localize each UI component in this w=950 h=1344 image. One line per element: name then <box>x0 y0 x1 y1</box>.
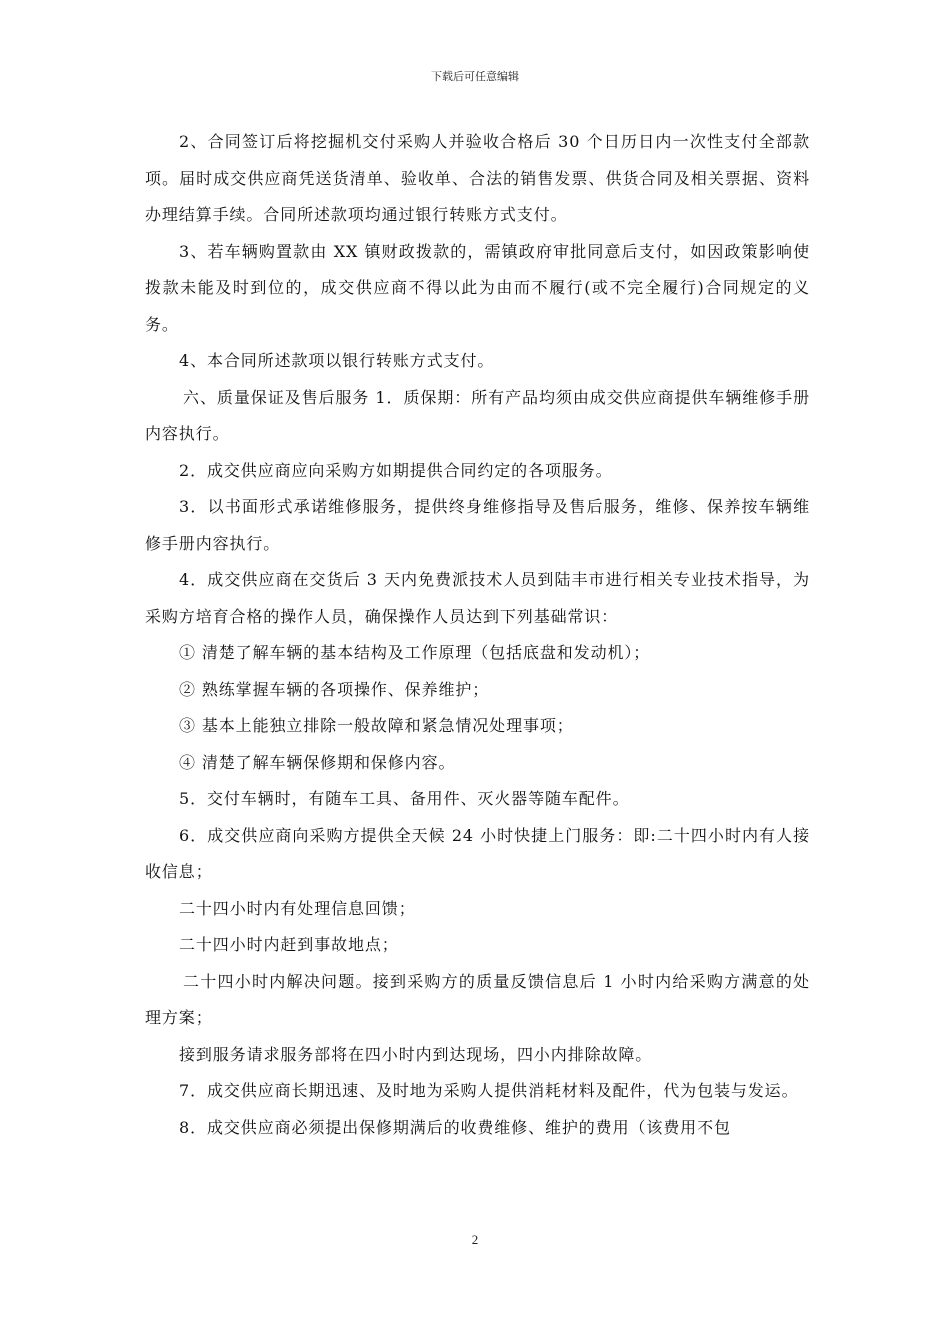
paragraph: 二十四小时内有处理信息回馈； <box>179 898 416 918</box>
paragraph: 6．成交供应商向采购方提供全天候 24 小时快捷上门服务：即:二十四小时内有人接收信息； <box>145 825 810 881</box>
paragraph: 3．以书面形式承诺维修服务，提供终身维修指导及售后服务，维修、保养按车辆维修手册内容执行。 <box>145 497 810 553</box>
page-number: 2 <box>471 1232 479 1247</box>
paragraph: 8．成交供应商必须提出保修期满后的收费维修、维护的费用（该费用不包 <box>179 1117 731 1137</box>
paragraph: 4、本合同所述款项以银行转账方式支付。 <box>179 351 495 370</box>
paragraph: 2．成交供应商应向采购方如期提供合同约定的各项服务。 <box>179 460 613 480</box>
paragraph: 3、若车辆购置款由 XX 镇财政拨款的，需镇政府审批同意后支付，如因政策影响使拨款未能及时到位的，成交供应商不得以此为由而不履行(或不完全履行)合同规定的义务。 <box>145 241 810 334</box>
list-item: ④ 清楚了解车辆保修期和保修内容。 <box>179 752 456 772</box>
paragraph: 5．交付车辆时，有随车工具、备用件、灭火器等随车配件。 <box>179 789 630 808</box>
list-item: ① 清楚了解车辆的基本结构及工作原理（包括底盘和发动机）； <box>179 643 651 662</box>
list-item: ② 熟练掌握车辆的各项操作、保养维护； <box>179 679 490 699</box>
paragraph: 二十四小时内赶到事故地点； <box>179 935 399 954</box>
page-header: 下载后可任意编辑 <box>431 70 519 83</box>
document-body <box>145 124 810 1146</box>
paragraph: 2、合同签订后将挖掘机交付采购人并验收合格后 30 个日历日内一次性支付全部款项。届时成交供应商凭送货清单、验收单、合法的销售发票、供货合同及相关票据、资料办理结算手续。合同所述款项均通过银行转账方式支付。 <box>145 132 810 224</box>
paragraph: 4．成交供应商在交货后 3 天内免费派技术人员到陆丰市进行相关专业技术指导，为采购方培育合格的操作人员，确保操作人员达到下列基础常识： <box>145 570 810 626</box>
paragraph: 7．成交供应商长期迅速、及时地为采购人提供消耗材料及配件，代为包装与发运。 <box>179 1081 799 1100</box>
paragraph: 六、质量保证及售后服务 1．质保期：所有产品均须由成交供应商提供车辆维修手册内容执行。 <box>145 387 810 443</box>
list-item: ③ 基本上能独立排除一般故障和紧急情况处理事项； <box>179 716 574 735</box>
paragraph: 二十四小时内解决问题。接到采购方的质量反馈信息后 1 小时内给采购方满意的处理方案； <box>145 971 810 1027</box>
paragraph: 接到服务请求服务部将在四小时内到达现场，四小内排除故障。 <box>179 1044 653 1064</box>
